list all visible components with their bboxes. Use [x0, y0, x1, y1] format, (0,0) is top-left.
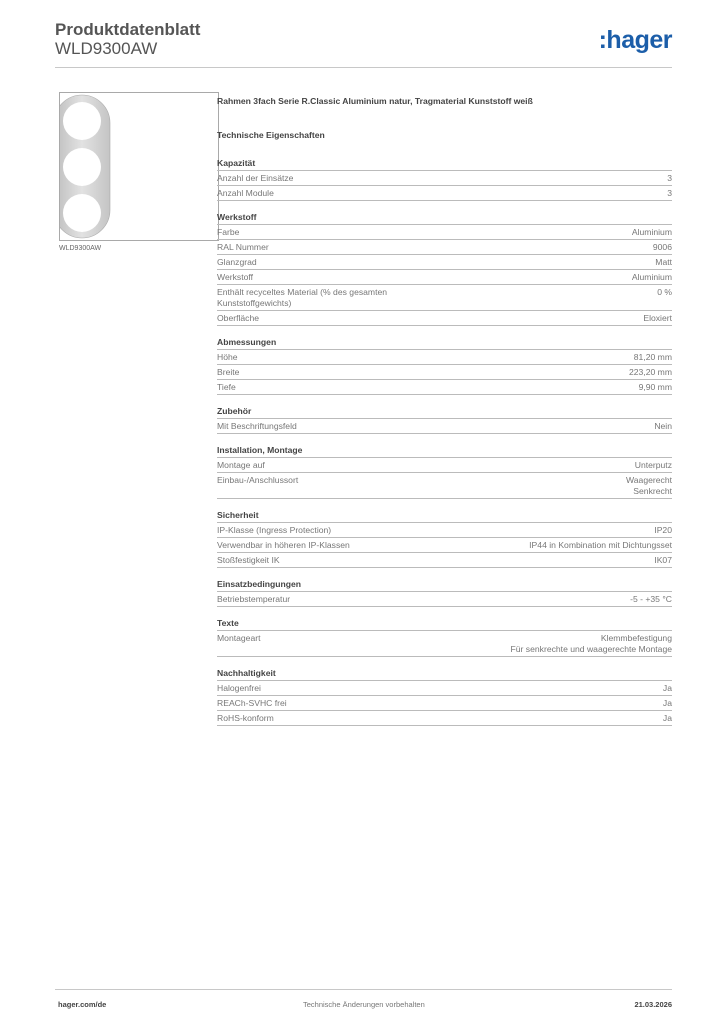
product-description: Rahmen 3fach Serie R.Classic Aluminium natur, Tragmaterial Kunststoff weiß [217, 96, 533, 106]
spec-row [217, 311, 672, 326]
spec-value: 223,20 mm [629, 367, 672, 377]
footer-date: 21.03.2026 [634, 1000, 672, 1009]
spec-row [217, 350, 672, 365]
footer-divider [55, 989, 672, 990]
product-code: WLD9300AW [55, 39, 158, 58]
spec-value: 9006 [652, 242, 672, 252]
spec-value: IP44 in Kombination mit Dichtungsset [529, 540, 672, 550]
spec-label: Werkstoff [217, 272, 253, 282]
section-title: Kapazität [217, 157, 672, 171]
spec-label: Montage auf [217, 460, 265, 470]
spec-row [217, 711, 672, 726]
section-title: Zubehör [217, 405, 672, 419]
spec-label: RAL Nummer [217, 242, 269, 252]
section-title: Abmessungen [217, 336, 672, 350]
spec-value: 0 % [657, 287, 672, 297]
spec-value: 81,20 mm [633, 352, 672, 362]
section-title: Sicherheit [217, 509, 672, 523]
spec-section [217, 211, 672, 326]
spec-label: Enthält recyceltes Material (% des gesamten Kunststoffgewichts) [217, 287, 388, 308]
spec-value: IK07 [654, 555, 672, 565]
spec-label: Mit Beschriftungsfeld [217, 421, 297, 431]
spec-section [217, 578, 672, 607]
spec-label: Farbe [217, 227, 240, 237]
spec-value: Ja [662, 698, 672, 708]
spec-row [217, 240, 672, 255]
section-title: Texte [217, 617, 672, 631]
spec-row [217, 419, 672, 434]
spec-label: Verwendbar in höheren IP-Klassen [217, 540, 350, 550]
spec-section [217, 405, 672, 434]
spec-section [217, 667, 672, 726]
spec-label: IP-Klasse (Ingress Protection) [217, 525, 332, 535]
spec-label: Anzahl Module [217, 188, 274, 198]
spec-row [217, 225, 672, 240]
spec-row [217, 365, 672, 380]
spec-content [217, 96, 672, 736]
spec-section [217, 617, 672, 657]
spec-row [217, 473, 672, 499]
spec-row [217, 255, 672, 270]
spec-value: Waagerecht Senkrecht [625, 475, 672, 496]
spec-section [217, 444, 672, 499]
spec-value: Nein [654, 421, 672, 431]
spec-value: Klemmbefestigung Für senkrechte und waagerechte Montage [510, 633, 672, 654]
spec-label: Tiefe [217, 382, 236, 392]
spec-row [217, 186, 672, 201]
spec-row [217, 553, 672, 568]
spec-label: Halogenfrei [217, 683, 261, 693]
spec-label: Betriebstemperatur [217, 594, 291, 604]
spec-label: RoHS-konform [217, 713, 274, 723]
image-caption: WLD9300AW [59, 245, 102, 252]
spec-value: Aluminium [631, 272, 672, 282]
spec-value: 3 [667, 188, 672, 198]
spec-section [217, 509, 672, 568]
section-title: Installation, Montage [217, 444, 672, 458]
spec-label: Einbau-/Anschlussort [217, 475, 299, 485]
spec-row [217, 592, 672, 607]
spec-value: Aluminium [631, 227, 672, 237]
spec-value: 3 [667, 173, 672, 183]
spec-value: Eloxiert [643, 313, 672, 323]
spec-row [217, 631, 672, 657]
product-image [59, 92, 219, 241]
footer-notice: Technische Änderungen vorbehalten [303, 1000, 425, 1009]
spec-row [217, 270, 672, 285]
spec-value: -5 - +35 °C [630, 594, 672, 604]
spec-label: Anzahl der Einsätze [217, 173, 294, 183]
spec-label: Breite [217, 367, 240, 377]
page-title: Produktdatenblatt [55, 20, 201, 39]
spec-row [217, 681, 672, 696]
spec-section [217, 336, 672, 395]
section-title: Werkstoff [217, 211, 672, 225]
footer-website[interactable]: hager.com/de [58, 1000, 107, 1009]
spec-label: Höhe [217, 352, 238, 362]
divider [55, 67, 672, 68]
spec-value: Ja [662, 683, 672, 693]
spec-value: Matt [655, 257, 672, 267]
section-title: Einsatzbedingungen [217, 578, 672, 592]
spec-row [217, 538, 672, 553]
spec-section [217, 157, 672, 201]
spec-label: Glanzgrad [217, 257, 257, 267]
spec-label: Oberfläche [217, 313, 260, 323]
spec-row [217, 696, 672, 711]
section-title: Nachhaltigkeit [217, 667, 672, 681]
spec-value: Unterputz [634, 460, 672, 470]
hager-logo: :hager [598, 26, 672, 54]
spec-value: Ja [662, 713, 672, 723]
spec-label: REACh-SVHC frei [217, 698, 287, 708]
spec-row [217, 171, 672, 186]
spec-row [217, 380, 672, 395]
section-heading: Technische Eigenschaften [217, 130, 325, 140]
spec-row [217, 285, 672, 311]
spec-row [217, 523, 672, 538]
spec-value: IP20 [654, 525, 672, 535]
spec-row [217, 458, 672, 473]
spec-label: Montageart [217, 633, 261, 643]
spec-label: Stoßfestigkeit IK [217, 555, 280, 565]
spec-value: 9,90 mm [638, 382, 672, 392]
